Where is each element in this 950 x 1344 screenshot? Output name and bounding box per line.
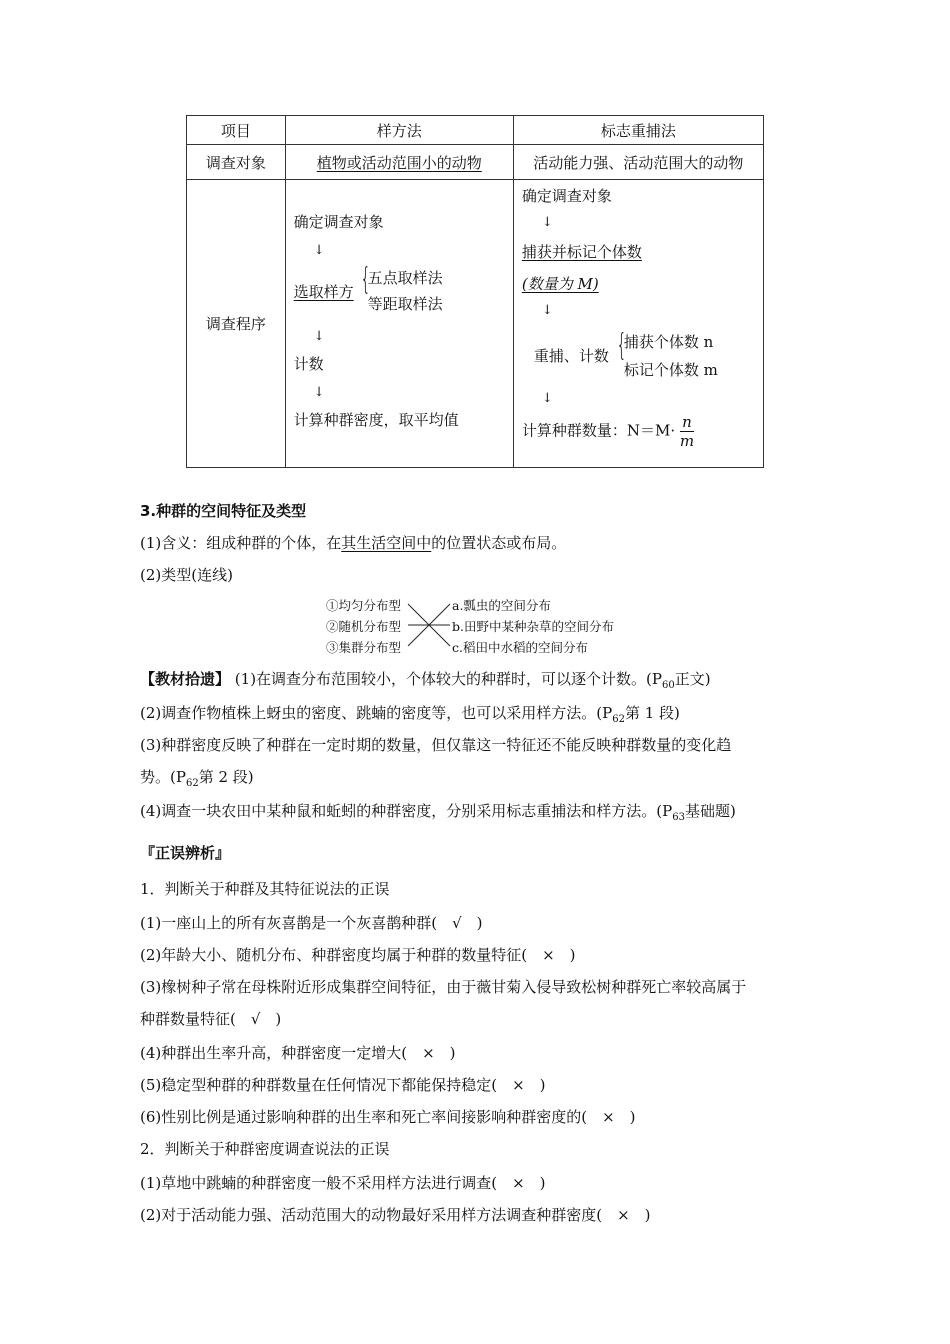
matching-lines xyxy=(406,594,452,656)
fraction xyxy=(680,413,694,450)
mark-opt2: 标记个体数 m xyxy=(623,361,718,379)
mark-step2: 捕获并标记个体数 xyxy=(521,243,642,261)
quadrat-step2: 选取样方 xyxy=(293,283,354,301)
definition-prefix: (1)含义：组成种群的个体，在 xyxy=(140,534,342,552)
quadrat-step1: 确定调查对象 xyxy=(293,213,384,231)
diagram-left-1: ①均匀分布型 xyxy=(326,598,402,613)
judge-q2-title: 2．判断关于种群密度调查说法的正误 xyxy=(140,1140,390,1158)
arrow-icon: ↓ xyxy=(313,329,325,344)
definition-suffix: 的位置状态或布局。 xyxy=(431,534,567,552)
header-item: 项目 xyxy=(187,116,286,145)
textbook-tag: 【教材拾遗】 xyxy=(140,670,231,688)
diagram-left-2: ②随机分布型 xyxy=(326,619,402,634)
arrow-icon: ↓ xyxy=(541,391,553,406)
diagram-right-a: a.瓢虫的空间分布 xyxy=(452,598,551,613)
fraction-numerator: n xyxy=(680,413,694,432)
arrow-icon: ↓ xyxy=(313,385,325,400)
brace-icon: { xyxy=(359,262,371,297)
distribution-matching-diagram xyxy=(324,594,654,656)
header-mark-recapture: 标志重捕法 xyxy=(513,116,763,145)
diagram-left-3: ③集群分布型 xyxy=(326,640,402,655)
diagram-right-c: c.稻田中水稻的空间分布 xyxy=(452,640,588,655)
object-label: 调查对象 xyxy=(187,145,286,180)
textbook-item-4: (4)调查一块农田中某种鼠和蚯蚓的种群密度，分别采用标志重捕法和样方法。($P_{63}$基础题) xyxy=(140,802,736,823)
mark-object: 活动能力强、活动范围大的动物 xyxy=(513,145,763,180)
definition-underline: 其生活空间中 xyxy=(341,534,432,552)
quadrat-step3: 计数 xyxy=(293,355,324,373)
judge-q1-item: (1)一座山上的所有灰喜鹊是一个灰喜鹊种群( √ ) xyxy=(140,914,483,932)
diagram-right-b: b.田野中某种杂草的空间分布 xyxy=(452,619,614,634)
quadrat-opt2: 等距取样法 xyxy=(367,295,443,313)
quadrat-object: 植物或活动范围小的动物 xyxy=(316,153,482,172)
section3-title: 3.种群的空间特征及类型 xyxy=(140,502,307,520)
table-header-row xyxy=(187,116,764,145)
arrow-icon: ↓ xyxy=(541,303,553,318)
section3-definition xyxy=(140,532,566,553)
mark-step2b: (数量为 M) xyxy=(521,275,599,293)
judge-q1-item: (5)稳定型种群的种群数量在任何情况下都能保持稳定( × ) xyxy=(140,1076,546,1094)
object-row xyxy=(187,145,764,180)
judge-q2-item: (2)对于活动能力强、活动范围大的动物最好采用样方法调查种群密度( × ) xyxy=(140,1206,651,1224)
mark-step1: 确定调查对象 xyxy=(521,187,612,205)
fraction-denominator: m xyxy=(679,432,695,450)
section3-type-label: (2)类型(连线) xyxy=(140,566,233,584)
textbook-item-2: (2)调查作物植株上蚜虫的密度、跳蝻的密度等，也可以采用样方法。($P_{62}$第 1 段) xyxy=(140,704,680,725)
quadrat-procedure xyxy=(285,180,513,468)
mark-step4: 计算种群数量：N＝M· xyxy=(521,421,676,440)
procedure-label: 调查程序 xyxy=(187,180,286,468)
quadrat-opt1: 五点取样法 xyxy=(367,269,443,287)
mark-procedure xyxy=(513,180,763,468)
judge-q1-item: 种群数量特征( √ ) xyxy=(140,1010,282,1028)
textbook-item-1: 【教材拾遗】 (1)在调查分布范围较小，个体较大的种群时，可以逐个计数。($P_{60}$正文) xyxy=(140,670,711,691)
textbook-item-3a: (3)种群密度反映了种群在一定时期的数量，但仅靠这一特征还不能反映种群数量的变化趋 xyxy=(140,736,732,754)
judge-q1-title: 1．判断关于种群及其特征说法的正误 xyxy=(140,880,390,898)
judge-q1-item: (3)橡树种子常在母株附近形成集群空间特征，由于薇甘菊入侵导致松树种群死亡率较高属于 xyxy=(140,978,747,996)
mark-opt1: 捕获个体数 n xyxy=(623,333,714,351)
procedure-row xyxy=(187,180,764,468)
textbook-item-3b: 势。($P_{62}$第 2 段) xyxy=(140,768,254,789)
judge-q2-item: (1)草地中跳蝻的种群密度一般不采用样方法进行调查( × ) xyxy=(140,1174,546,1192)
quadrat-step4: 计算种群密度，取平均值 xyxy=(293,411,459,429)
judge-q1-item: (2)年龄大小、随机分布、种群密度均属于种群的数量特征( × ) xyxy=(140,946,576,964)
arrow-icon: ↓ xyxy=(541,215,553,230)
arrow-icon: ↓ xyxy=(313,243,325,258)
judge-title: 『正误辨析』 xyxy=(140,844,231,862)
method-comparison-table xyxy=(186,115,764,468)
brace-icon: { xyxy=(616,328,627,363)
header-quadrat: 样方法 xyxy=(285,116,513,145)
mark-step3: 重捕、计数 xyxy=(533,347,609,365)
judge-q1-item: (4)种群出生率升高，种群密度一定增大( × ) xyxy=(140,1044,456,1062)
judge-q1-item: (6)性别比例是通过影响种群的出生率和死亡率间接影响种群密度的( × ) xyxy=(140,1108,636,1126)
